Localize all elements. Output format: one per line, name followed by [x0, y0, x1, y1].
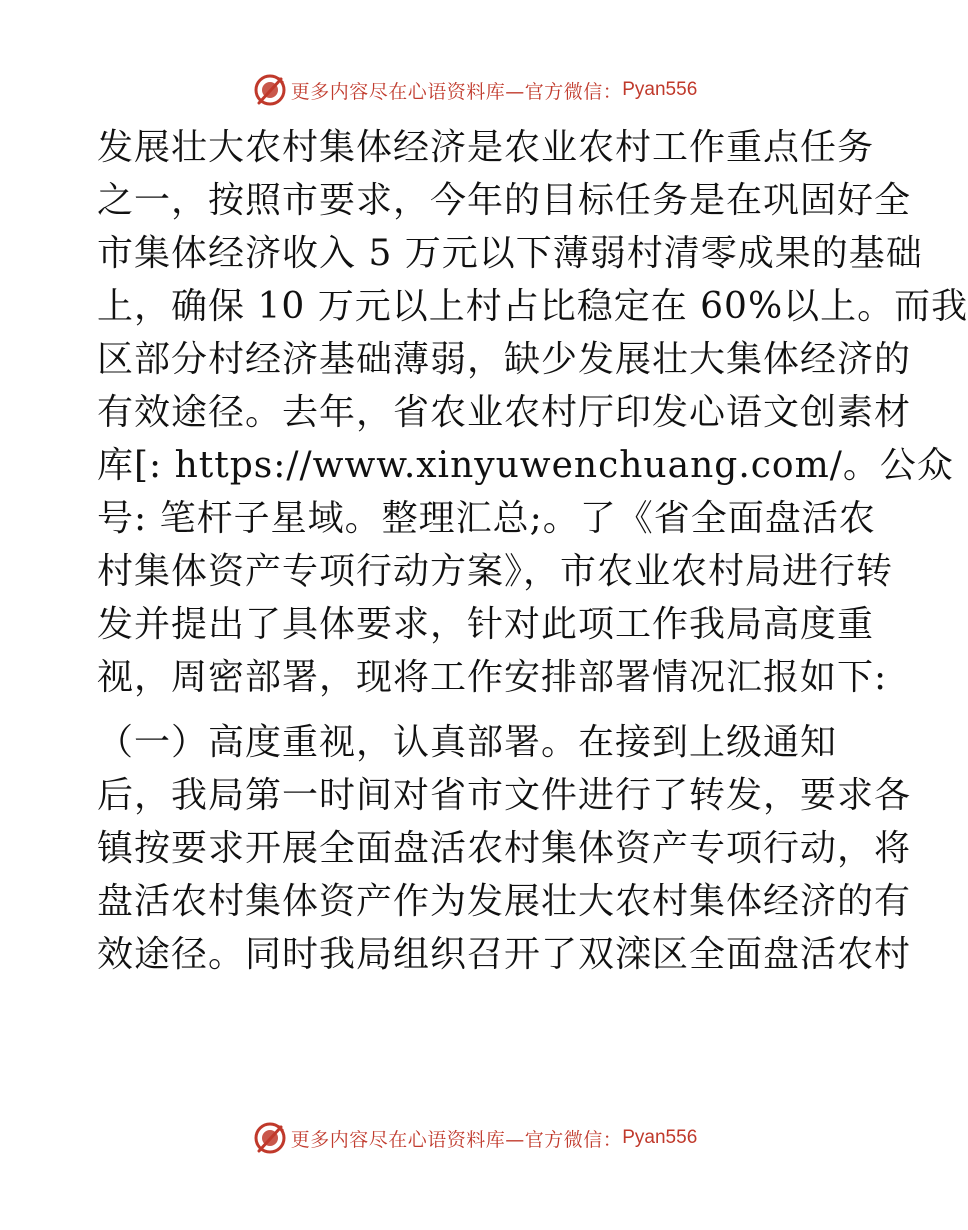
text-line: 盘活农村集体资产作为发展壮大农村集体经济的有 — [97, 881, 912, 922]
text-line: 号: 笔杆子星域。整理汇总;。了《省全面盘活农 — [97, 498, 876, 539]
text-line: 区部分村经济基础薄弱，缺少发展壮大集体经济的 — [97, 339, 912, 380]
document-body — [97, 121, 968, 981]
pen-seal-icon — [253, 73, 287, 107]
header-watermark — [0, 70, 950, 110]
paragraph-intro — [97, 121, 968, 704]
text-line: 上，确保 10 万元以上村占比稳定在 60%以上。而我 — [97, 286, 968, 327]
watermark-wechat-handle: Pyan556 — [622, 79, 698, 100]
text-line: 镇按要求开展全面盘活农村集体资产专项行动，将 — [97, 828, 912, 869]
text-line: （一）高度重视，认真部署。在接到上级通知 — [97, 722, 838, 763]
text-line: 发展壮大农村集体经济是农业农村工作重点任务 — [97, 127, 875, 168]
text-line: 库[: https://www.xinyuwenchuang.com/。公众 — [97, 445, 954, 486]
text-line: 效途径。同时我局组织召开了双滦区全面盘活农村 — [97, 934, 912, 975]
text-line: 后，我局第一时间对省市文件进行了转发，要求各 — [97, 775, 912, 816]
text-line: 村集体资产专项行动方案》，市农业农村局进行转 — [97, 551, 894, 592]
watermark-text: 更多内容尽在心语资料库—官方微信： — [290, 80, 623, 103]
footer-watermark — [0, 1118, 950, 1158]
paragraph-section-one — [97, 716, 912, 981]
text-line: 之一，按照市要求，今年的目标任务是在巩固好全 — [97, 180, 912, 221]
text-line: 有效途径。去年，省农业农村厅印发心语文创素材 — [97, 392, 912, 433]
text-line: 发并提出了具体要求，针对此项工作我局高度重 — [97, 604, 875, 645]
text-line: 市集体经济收入 5 万元以下薄弱村清零成果的基础 — [97, 233, 923, 274]
watermark-wechat-handle: Pyan556 — [622, 1127, 698, 1148]
paragraph-spacer — [97, 704, 857, 716]
pen-seal-icon — [253, 1121, 287, 1155]
text-line: 视，周密部署，现将工作安排部署情况汇报如下: — [97, 657, 888, 698]
watermark-text: 更多内容尽在心语资料库—官方微信： — [290, 1128, 623, 1151]
